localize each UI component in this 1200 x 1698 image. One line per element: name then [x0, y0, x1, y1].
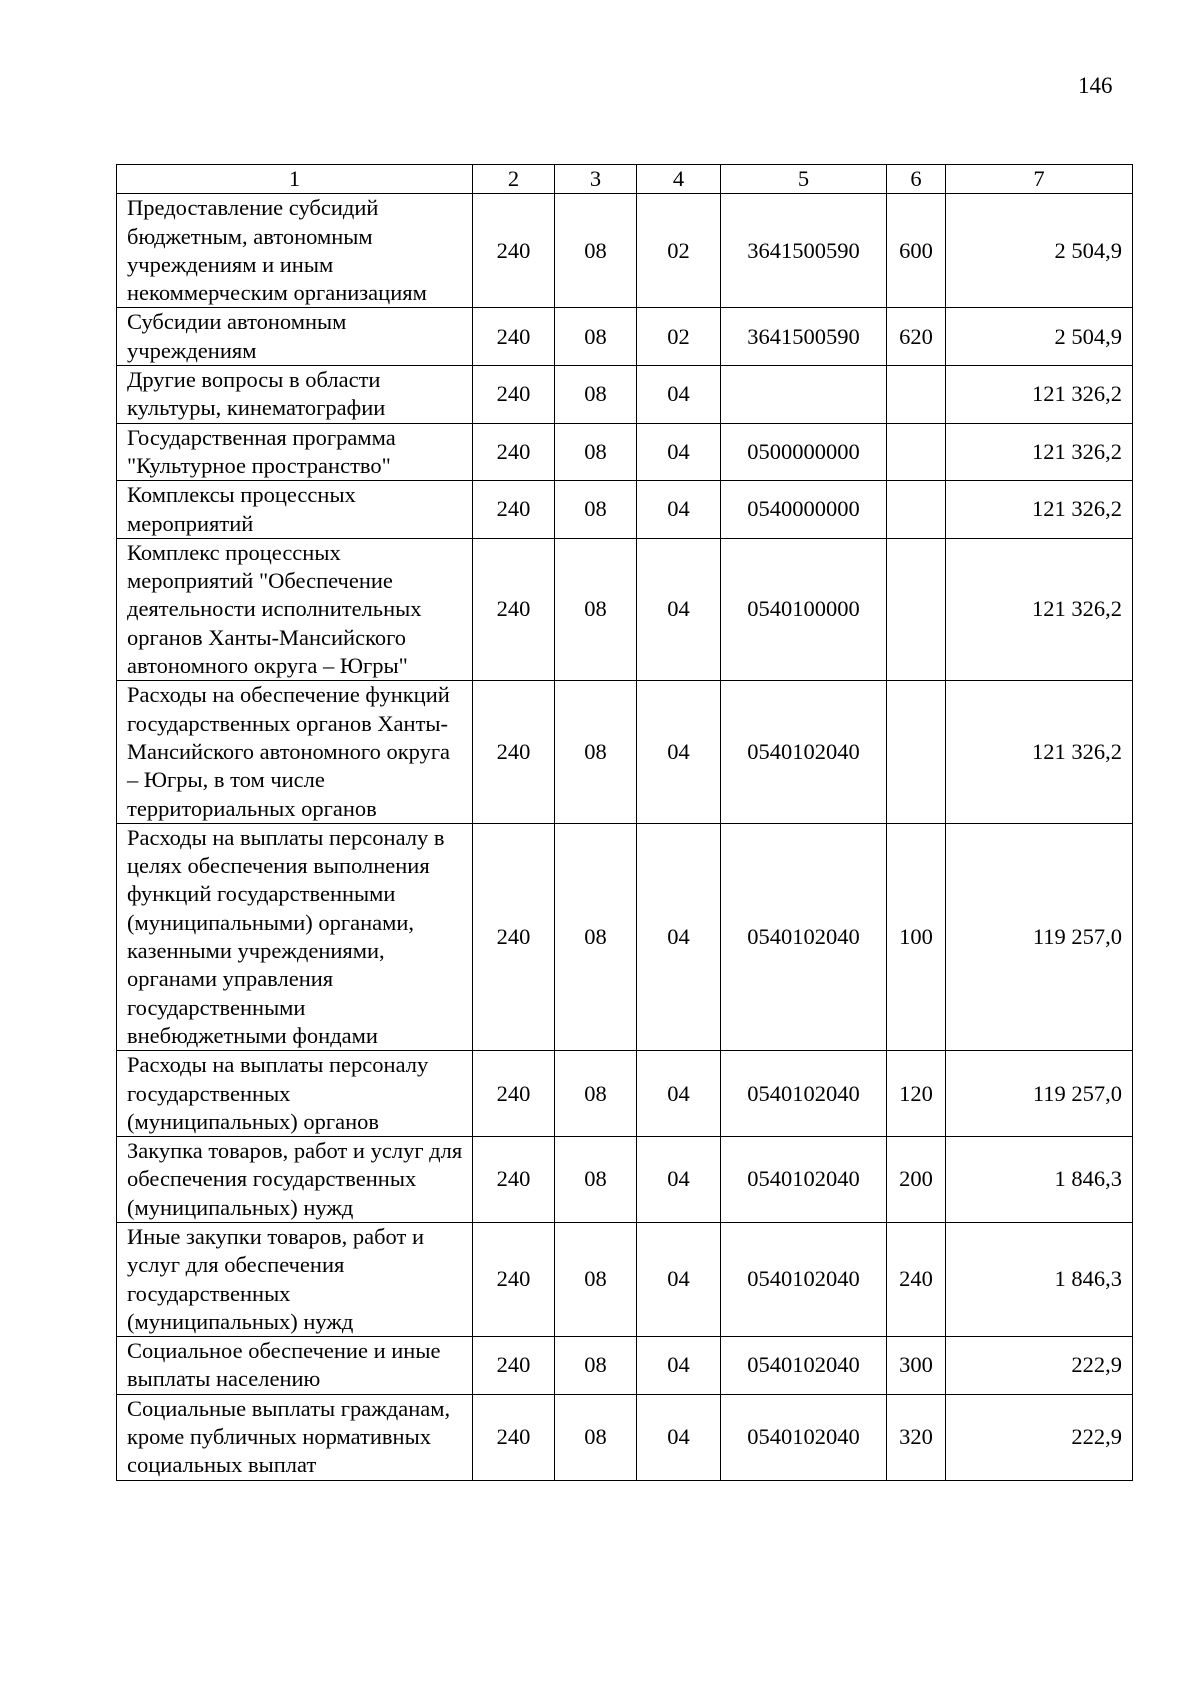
- row-target-cell: 0540000000: [721, 481, 887, 539]
- row-type-cell: 600: [887, 194, 946, 308]
- row-name-cell: Социальное обеспечение и иные выплаты населению: [117, 1337, 473, 1395]
- row-amount-cell: 119 257,0: [946, 823, 1133, 1050]
- row-type-cell: [887, 481, 946, 539]
- table-row: [117, 681, 1133, 823]
- row-name-cell: Иные закупки товаров, работ и услуг для обеспечения государственных (муниципальных) нужд: [117, 1222, 473, 1336]
- row-subsection-cell: 04: [637, 1222, 721, 1336]
- row-amount-cell: 119 257,0: [946, 1051, 1133, 1137]
- row-name-cell: Закупка товаров, работ и услуг для обеспечения государственных (муниципальных) нужд: [117, 1137, 473, 1223]
- row-code-cell: 240: [473, 681, 555, 823]
- header-cell: 1: [117, 165, 473, 194]
- table-row: [117, 481, 1133, 539]
- row-amount-cell: 222,9: [946, 1394, 1133, 1480]
- header-cell: 2: [473, 165, 555, 194]
- row-target-cell: 0500000000: [721, 423, 887, 481]
- row-section-cell: 08: [555, 1394, 637, 1480]
- table-row: [117, 1337, 1133, 1395]
- row-section-cell: 08: [555, 194, 637, 308]
- row-amount-cell: 121 326,2: [946, 366, 1133, 424]
- row-target-cell: 0540102040: [721, 1137, 887, 1223]
- row-amount-cell: 222,9: [946, 1337, 1133, 1395]
- row-name-cell: Социальные выплаты гражданам, кроме публичных нормативных социальных выплат: [117, 1394, 473, 1480]
- header-cell: 3: [555, 165, 637, 194]
- row-amount-cell: 2 504,9: [946, 308, 1133, 366]
- row-code-cell: 240: [473, 423, 555, 481]
- row-target-cell: 0540100000: [721, 538, 887, 680]
- row-section-cell: 08: [555, 1222, 637, 1336]
- row-subsection-cell: 02: [637, 308, 721, 366]
- row-type-cell: [887, 681, 946, 823]
- row-amount-cell: 121 326,2: [946, 423, 1133, 481]
- table-row: [117, 823, 1133, 1050]
- row-target-cell: [721, 366, 887, 424]
- row-name-cell: Другие вопросы в области культуры, кинематографии: [117, 366, 473, 424]
- table-row: [117, 423, 1133, 481]
- row-subsection-cell: 04: [637, 1337, 721, 1395]
- row-subsection-cell: 04: [637, 823, 721, 1050]
- row-subsection-cell: 04: [637, 538, 721, 680]
- table-row: [117, 308, 1133, 366]
- row-section-cell: 08: [555, 1337, 637, 1395]
- row-type-cell: [887, 538, 946, 680]
- row-amount-cell: 121 326,2: [946, 538, 1133, 680]
- header-cell: 5: [721, 165, 887, 194]
- row-name-cell: Расходы на выплаты персоналу в целях обеспечения выполнения функций государственными (муниципальными) органами, казенными учреждениями, органами управления государственными внебюджетными фондами: [117, 823, 473, 1050]
- header-cell: 4: [637, 165, 721, 194]
- row-code-cell: 240: [473, 366, 555, 424]
- row-code-cell: 240: [473, 481, 555, 539]
- row-target-cell: 0540102040: [721, 1394, 887, 1480]
- row-type-cell: 100: [887, 823, 946, 1050]
- row-section-cell: 08: [555, 481, 637, 539]
- row-target-cell: 0540102040: [721, 1051, 887, 1137]
- row-subsection-cell: 04: [637, 1137, 721, 1223]
- row-subsection-cell: 04: [637, 1394, 721, 1480]
- table-row: [117, 1051, 1133, 1137]
- row-target-cell: 0540102040: [721, 1337, 887, 1395]
- table-row: [117, 1137, 1133, 1223]
- row-subsection-cell: 04: [637, 366, 721, 424]
- row-type-cell: 300: [887, 1337, 946, 1395]
- row-code-cell: 240: [473, 1137, 555, 1223]
- row-code-cell: 240: [473, 308, 555, 366]
- row-amount-cell: 2 504,9: [946, 194, 1133, 308]
- row-section-cell: 08: [555, 1137, 637, 1223]
- table-row: [117, 194, 1133, 308]
- row-amount-cell: 1 846,3: [946, 1222, 1133, 1336]
- row-name-cell: Расходы на обеспечение функций государственных органов Ханты-Мансийского автономного округа – Югры, в том числе территориальных органов: [117, 681, 473, 823]
- row-section-cell: 08: [555, 366, 637, 424]
- row-subsection-cell: 04: [637, 423, 721, 481]
- row-type-cell: 200: [887, 1137, 946, 1223]
- row-target-cell: 3641500590: [721, 308, 887, 366]
- row-type-cell: 320: [887, 1394, 946, 1480]
- row-name-cell: Предоставление субсидий бюджетным, автономным учреждениям и иным некоммерческим организациям: [117, 194, 473, 308]
- row-section-cell: 08: [555, 423, 637, 481]
- row-name-cell: Субсидии автономным учреждениям: [117, 308, 473, 366]
- row-section-cell: 08: [555, 1051, 637, 1137]
- row-target-cell: 3641500590: [721, 194, 887, 308]
- row-subsection-cell: 04: [637, 481, 721, 539]
- row-amount-cell: 1 846,3: [946, 1137, 1133, 1223]
- row-target-cell: 0540102040: [721, 823, 887, 1050]
- row-target-cell: 0540102040: [721, 1222, 887, 1336]
- row-type-cell: 120: [887, 1051, 946, 1137]
- row-type-cell: [887, 423, 946, 481]
- row-subsection-cell: 04: [637, 1051, 721, 1137]
- budget-table: [116, 164, 1133, 1481]
- row-subsection-cell: 04: [637, 681, 721, 823]
- row-type-cell: 620: [887, 308, 946, 366]
- row-name-cell: Расходы на выплаты персоналу государственных (муниципальных) органов: [117, 1051, 473, 1137]
- row-code-cell: 240: [473, 1337, 555, 1395]
- row-section-cell: 08: [555, 538, 637, 680]
- row-name-cell: Государственная программа "Культурное пространство": [117, 423, 473, 481]
- row-name-cell: Комплекс процессных мероприятий "Обеспечение деятельности исполнительных органов Ханты-Мансийского автономного округа – Югры": [117, 538, 473, 680]
- row-amount-cell: 121 326,2: [946, 681, 1133, 823]
- row-section-cell: 08: [555, 681, 637, 823]
- row-code-cell: 240: [473, 823, 555, 1050]
- table-row: [117, 1394, 1133, 1480]
- row-section-cell: 08: [555, 308, 637, 366]
- row-code-cell: 240: [473, 1051, 555, 1137]
- row-target-cell: 0540102040: [721, 681, 887, 823]
- row-section-cell: 08: [555, 823, 637, 1050]
- header-cell: 7: [946, 165, 1133, 194]
- header-cell: 6: [887, 165, 946, 194]
- table-row: [117, 538, 1133, 680]
- row-code-cell: 240: [473, 194, 555, 308]
- table-row: [117, 366, 1133, 424]
- row-type-cell: 240: [887, 1222, 946, 1336]
- row-name-cell: Комплексы процессных мероприятий: [117, 481, 473, 539]
- page-number: 146: [1078, 73, 1113, 98]
- row-type-cell: [887, 366, 946, 424]
- table-row: [117, 1222, 1133, 1336]
- row-subsection-cell: 02: [637, 194, 721, 308]
- row-code-cell: 240: [473, 1394, 555, 1480]
- row-amount-cell: 121 326,2: [946, 481, 1133, 539]
- row-code-cell: 240: [473, 1222, 555, 1336]
- row-code-cell: 240: [473, 538, 555, 680]
- table-header-row: [117, 165, 1133, 194]
